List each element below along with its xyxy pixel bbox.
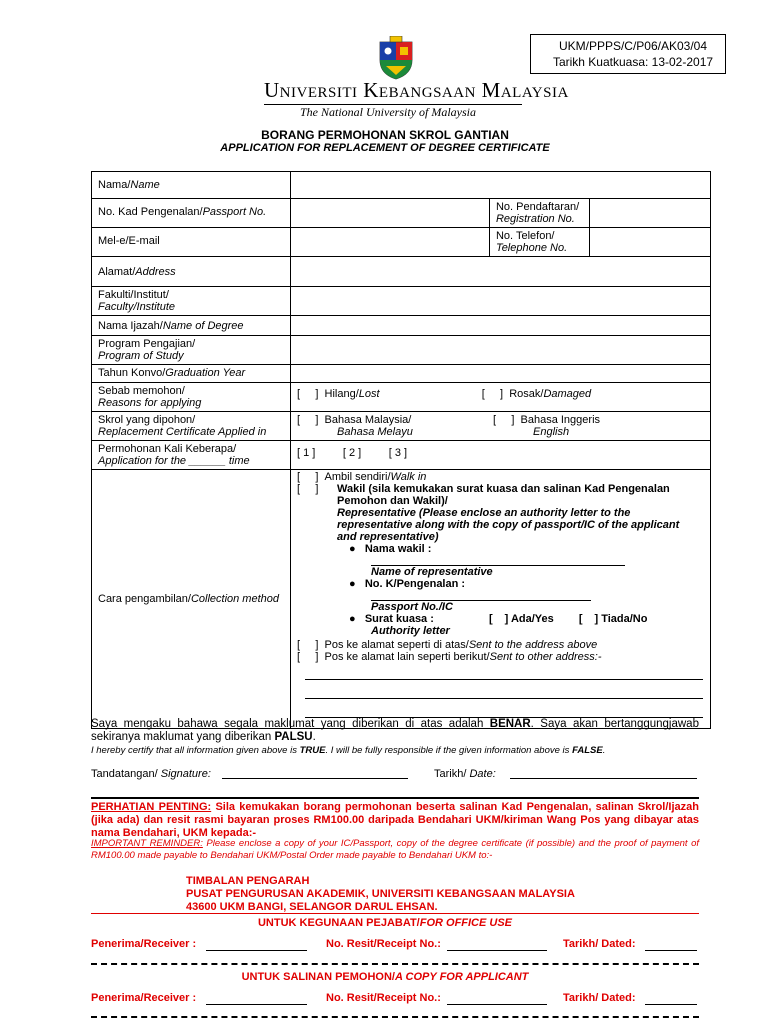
program-label: Program Pengajian/ Program of Study xyxy=(92,336,291,365)
certification-statement-english: I hereby certify that all information given above is TRUE. I will be fully responsible if the given information above is FALSE. xyxy=(91,745,606,756)
language-english-option[interactable]: [ ] Bahasa Inggeris English xyxy=(493,414,601,438)
office-receiver-field[interactable] xyxy=(206,950,307,951)
address-label: Alamat/Address xyxy=(92,257,291,287)
faculty-field[interactable] xyxy=(291,287,711,316)
row-name xyxy=(92,172,711,199)
important-notice: PERHATIAN PENTING: Sila kemukakan borang permohonan beserta salinan Kad Pengenalan, salinan Skrol/Ijazah (jika ada) dan resit rasmi bayaran proses RM100.00 daripada Bendahari UKM/kiriman Wang Pos yang dibayar atas nama Bendahari, UKM kepada:- xyxy=(91,801,699,839)
date-label: Tarikh/ Date: xyxy=(434,768,496,780)
row-application-count xyxy=(92,441,711,470)
row-collection-method xyxy=(92,470,711,729)
other-address-line-1[interactable] xyxy=(305,675,703,680)
reason-damaged-option[interactable]: [ ] Rosak/Damaged xyxy=(481,388,592,400)
ic-field[interactable] xyxy=(291,199,490,228)
reason-options xyxy=(291,383,711,412)
form-title: BORANG PERMOHONAN SKROL GANTIAN xyxy=(261,128,509,142)
program-field[interactable] xyxy=(291,336,711,365)
university-crest-logo xyxy=(376,36,416,80)
office-dated-field[interactable] xyxy=(645,950,697,951)
post-other-address-option[interactable]: [ ] Pos ke alamat lain seperti berikut/Sent to other address:- xyxy=(297,651,602,663)
office-receipt-field[interactable] xyxy=(447,950,547,951)
reason-label: Sebab memohon/ Reasons for applying xyxy=(92,383,291,412)
telephone-label: No. Telefon/ Telephone No. xyxy=(489,228,589,257)
certificate-label: Skrol yang dipohon/ Replacement Certificate Applied in xyxy=(92,412,291,441)
applicant-copy-heading: UNTUK SALINAN PEMOHON/A COPY FOR APPLICANT xyxy=(241,971,529,983)
count-1-option[interactable]: [ 1 ] xyxy=(297,447,316,459)
year-field[interactable] xyxy=(291,365,711,383)
document-reference-box xyxy=(530,34,726,74)
row-ic xyxy=(92,199,711,228)
row-certificate-language xyxy=(92,412,711,441)
office-use-divider xyxy=(91,913,699,914)
applicant-receipt-field[interactable] xyxy=(447,1004,547,1005)
row-program xyxy=(92,336,711,365)
office-dated-label: Tarikh/ Dated: xyxy=(563,938,636,950)
row-degree xyxy=(92,316,711,336)
representative-ic-label: ● No. K/Pengenalan : xyxy=(349,578,466,590)
application-form-table xyxy=(91,171,711,729)
date-field[interactable] xyxy=(510,778,697,779)
email-label: Mel-e/E-mail xyxy=(92,228,291,257)
authority-no-option[interactable]: ] Tiada/No xyxy=(594,613,648,625)
collection-label: Cara pengambilan/Collection method xyxy=(92,470,291,729)
reason-lost-option[interactable]: [ ] Hilang/Lost xyxy=(297,388,380,400)
representative-option[interactable]: [ ] Wakil (sila kemukakan surat kuasa dan salinan Kad Pengenalan Pemohon dan Wakil)/ Representative (Please enclose an authority letter to the representative along with the copy of passport/IC of the applicant and representative) xyxy=(297,483,680,543)
ic-label: No. Kad Pengenalan/Passport No. xyxy=(92,199,291,228)
registration-label: No. Pendaftaran/ Registration No. xyxy=(489,199,589,228)
important-reminder-english: IMPORTANT REMINDER: Please enclose a copy of your IC/Passport, copy of the degree certificate (if possible) and the proof of payment of RM100.00 made payable to Bendahari UKM/Postal Order made payable to Bendahari UKM to:- xyxy=(91,838,699,861)
applicant-receiver-field[interactable] xyxy=(206,1004,307,1005)
year-label: Tahun Konvo/Graduation Year xyxy=(92,365,291,383)
registration-field[interactable] xyxy=(589,199,710,228)
university-subtitle: The National University of Malaysia xyxy=(300,105,476,119)
certificate-options xyxy=(291,412,711,441)
representative-name-label: ● Nama wakil : xyxy=(349,543,432,555)
cut-line xyxy=(91,963,699,965)
effective-date: Tarikh Kuatkuasa: 13-02-2017 xyxy=(552,55,714,69)
row-year xyxy=(92,365,711,383)
authority-letter-row: ● Surat kuasa : [ ] Ada/Yes [ ] Tiada/No xyxy=(349,613,648,625)
document-code: UKM/PPPS/C/P06/AK03/04 xyxy=(558,39,708,53)
row-reason xyxy=(92,383,711,412)
count-2-option[interactable]: [ 2 ] xyxy=(342,447,362,459)
degree-label: Nama Ijazah/Name of Degree xyxy=(92,316,291,336)
signature-field[interactable] xyxy=(222,778,408,779)
row-email xyxy=(92,228,711,257)
applicant-dated-label: Tarikh/ Dated: xyxy=(563,992,636,1004)
applicant-receipt-label: No. Resit/Receipt No.: xyxy=(326,992,441,1004)
signature-label: Tandatangan/ Signature: xyxy=(91,768,211,780)
representative-name-english: Name of representative xyxy=(371,566,493,578)
authority-yes-option[interactable]: ] Ada/Yes xyxy=(504,613,554,625)
office-use-heading: UNTUK KEGUNAAN PEJABAT/FOR OFFICE USE xyxy=(257,917,513,929)
telephone-field[interactable] xyxy=(589,228,710,257)
degree-field[interactable] xyxy=(291,316,711,336)
name-field[interactable] xyxy=(291,172,711,199)
walk-in-option[interactable]: [ ] Ambil sendiri/Walk in xyxy=(297,471,427,483)
authority-letter-english: Authority letter xyxy=(371,625,450,637)
address-field[interactable] xyxy=(291,257,711,287)
mailing-address: TIMBALAN PENGARAH PUSAT PENGURUSAN AKADEMIK, UNIVERSITI KEBANGSAAN MALAYSIA 43600 UKM BANGI, SELANGOR DARUL EHSAN. xyxy=(186,875,575,913)
office-receiver-label: Penerima/Receiver : xyxy=(91,938,197,950)
other-address-line-2[interactable] xyxy=(305,694,703,699)
collection-options xyxy=(291,470,711,729)
office-receipt-label: No. Resit/Receipt No.: xyxy=(326,938,441,950)
name-label: Nama/Name xyxy=(92,172,291,199)
applicant-dated-field[interactable] xyxy=(645,1004,697,1005)
representative-ic-field[interactable] xyxy=(371,590,591,601)
faculty-label: Fakulti/Institut/ Faculty/Institute xyxy=(92,287,291,316)
form-title-english: APPLICATION FOR REPLACEMENT OF DEGREE CERTIFICATE xyxy=(220,142,550,154)
applicant-receiver-label: Penerima/Receiver : xyxy=(91,992,197,1004)
university-name: Universiti Kebangsaan Malaysia xyxy=(264,78,569,102)
certification-statement: Saya mengaku bahawa segala maklumat yang diberikan di atas adalah BENAR. Saya akan bertanggungjawab sekiranya maklumat yang diberikan PALSU. xyxy=(91,718,699,743)
application-count-options xyxy=(291,441,711,470)
application-count-label: Permohonan Kali Keberapa/ Application for the ______ time xyxy=(92,441,291,470)
notice-divider xyxy=(91,797,699,799)
row-faculty xyxy=(92,287,711,316)
representative-name-field[interactable] xyxy=(371,555,625,566)
bottom-cut-line xyxy=(91,1016,699,1018)
row-address xyxy=(92,257,711,287)
representative-ic-english: Passport No./IC xyxy=(371,601,453,613)
email-field[interactable] xyxy=(291,228,490,257)
post-same-address-option[interactable]: [ ] Pos ke alamat seperti di atas/Sent to the address above xyxy=(297,639,598,651)
language-malay-option[interactable]: [ ] Bahasa Malaysia/ Bahasa Melayu xyxy=(297,414,413,438)
count-3-option[interactable]: [ 3 ] xyxy=(388,447,408,459)
